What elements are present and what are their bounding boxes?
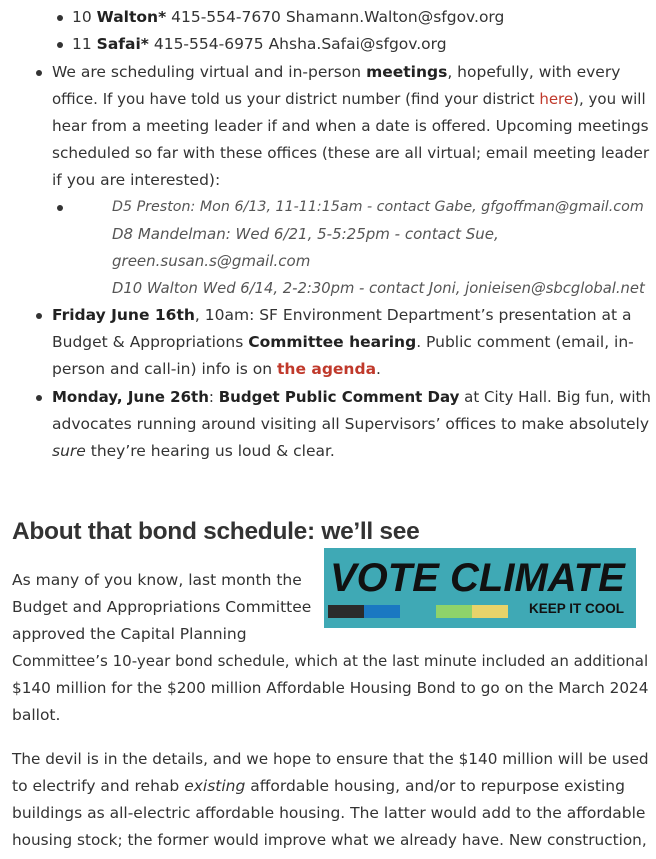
meetings-line-1: We are scheduling virtual and in-person meetings, hopefully, with every (52, 63, 621, 81)
monday-line-3: sure they’re hearing us loud & clear. (52, 442, 335, 460)
meeting-d5: D5 Preston: Mon 6/13, 11-11:15am - contact Gabe, gfgoffman@gmail.com (112, 199, 644, 215)
badge-stripe (364, 605, 400, 618)
badge-stripe (436, 605, 472, 618)
para2-line-4: housing stock; the former would improve what we already have. New construction, (12, 831, 647, 849)
meeting-d10: D10 Walton Wed 6/14, 2-2:30pm - contact Joni, jonieisen@sbcglobal.net (112, 280, 645, 297)
badge-tagline: KEEP IT COOL (528, 601, 624, 616)
para1-line-3: approved the Capital Planning (12, 625, 247, 643)
supervisor-name: Walton* (96, 8, 167, 26)
supervisor-contact: 415-554-7670 Shamann.Walton@sfgov.org (166, 8, 505, 26)
meeting-d8: D8 Mandelman: Wed 6/21, 5-5:25pm - contact Sue, (112, 225, 499, 243)
meeting-d8-email: green.susan.s@gmail.com (112, 252, 311, 270)
para1-line-5: $140 million for the $200 million Affordable Housing Bond to go on the March 2024 (12, 679, 649, 697)
monday-line-1: Monday, June 26th: Budget Public Comment Day at City Hall. Big fun, with (52, 388, 651, 406)
badge-stripe (400, 605, 436, 618)
bullet-dot (57, 15, 63, 21)
meetings-line-3: hear from a meeting leader if and when a date is offered. Upcoming meetings (52, 117, 649, 135)
para1-line-2: Budget and Appropriations Committee (12, 598, 312, 616)
friday-line-1: Friday June 16th, 10am: SF Environment Department’s presentation at a (52, 306, 632, 324)
para2-line-2: to electrify and rehab existing affordable housing, and/or to repurpose existing (12, 777, 625, 795)
supervisor-name: Safai* (96, 35, 149, 53)
agenda-link[interactable]: the agenda (277, 360, 377, 378)
para1-line-4: Committee’s 10-year bond schedule, which at the last minute included an additional (12, 652, 649, 670)
section-heading: About that bond schedule: we’ll see (12, 518, 420, 545)
para2-line-1: The devil is in the details, and we hope to ensure that the $140 million will be used (12, 750, 649, 768)
supervisor-safai (72, 31, 447, 58)
bullet-dot (57, 42, 63, 48)
badge-title: VOTE CLIMATE (330, 556, 625, 600)
supervisor-walton (72, 4, 504, 31)
para1-line-6: ballot. (12, 706, 61, 724)
bullet-dot (36, 313, 42, 319)
bullet-dot (36, 395, 42, 401)
badge-stripe (472, 605, 508, 618)
para1-line-1: As many of you know, last month the (12, 571, 302, 589)
bullet-dot (36, 70, 42, 76)
find-district-link[interactable]: here (539, 90, 574, 108)
badge-stripe (328, 605, 364, 618)
friday-line-3: person and call-in) info is on the agenda. (52, 360, 381, 378)
meetings-line-4: scheduled so far with these offices (these are all virtual; email meeting leader (52, 144, 650, 162)
supervisor-contact: 415-554-6975 Ahsha.Safai@sfgov.org (148, 35, 447, 53)
para2-line-3: buildings as all-electric affordable housing. The latter would add to the affordable (12, 804, 646, 822)
district-number: 11 (72, 35, 92, 53)
monday-line-2: advocates running around visiting all Supervisors’ offices to make absolutely (52, 415, 650, 433)
friday-line-2: Budget & Appropriations Committee hearing. Public comment (email, in- (52, 333, 634, 351)
district-number: 10 (72, 8, 92, 26)
vote-climate-badge[interactable] (324, 548, 636, 628)
bullet-dot (57, 205, 63, 211)
meetings-line-5: if you are interested): (52, 171, 221, 189)
meetings-line-2: office. If you have told us your district number (find your district here), you will (52, 90, 646, 108)
